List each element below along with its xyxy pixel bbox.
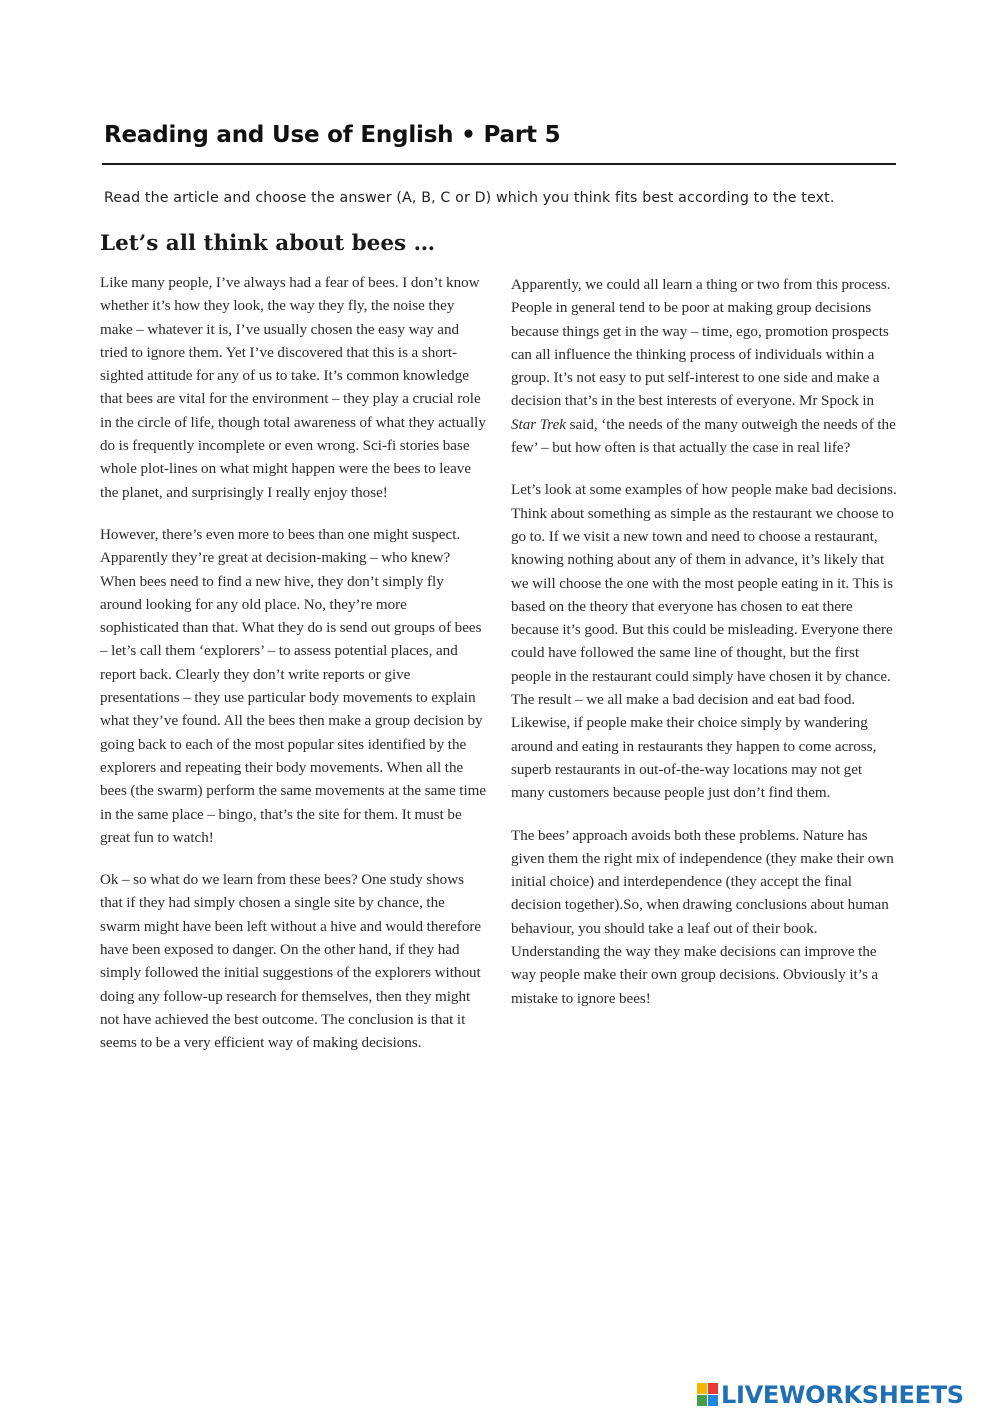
section-divider <box>102 163 896 165</box>
watermark-text: LIVEWORKSHEETS <box>721 1381 964 1409</box>
paragraph-1: Like many people, I’ve always had a fear of bees. I don’t know whether it’s how they look, the way they fly, the noise they make – whatever it is, I’ve usually chosen the easy way and tried to ignore them. Yet I’ve discovered that this is a short-sighted attitude for any of us to take. It’s common knowledge that bees are vital for the environment – they play a crucial role in the circle of life, though total awareness of what they actually do is frequently incomplete or even wrong. Sci-fi stories base whole plot-lines on what might happen were the bees to leave the planet, and surprisingly I really enjoy those! <box>100 275 486 501</box>
paragraph-4-text-end: said, ‘the needs of the many outweigh the needs of the few’ – but how often is that actually the case in real life? <box>511 416 896 457</box>
instructions: Read the article and choose the answer (A, B, C or D) which you think fits best according to the text. <box>104 190 835 206</box>
section-title: Reading and Use of English • Part 5 <box>104 122 561 148</box>
article-left-column <box>100 272 488 1075</box>
paragraph-6: The bees’ approach avoids both these problems. Nature has given them the right mix of independence (they make their own initial choice) and interdependence (they accept the final decision together).So, when drawing conclusions about human behaviour, you should take a leaf out of their book. Understanding the way they make decisions can improve the way people make their own group decisions. Obviously it’s a mistake to ignore bees! <box>511 827 894 1007</box>
article-right-column <box>511 274 899 1030</box>
liveworksheets-logo-icon <box>697 1383 719 1407</box>
article-title: Let’s all think about bees … <box>100 231 436 256</box>
star-trek-title: Star Trek <box>511 416 567 433</box>
liveworksheets-watermark <box>697 1380 964 1410</box>
paragraph-3: Ok – so what do we learn from these bees? One study shows that if they had simply chosen a single site by chance, the swarm might have been left without a hive and would therefore have been exposed to danger. On the other hand, if they had simply followed the initial suggestions of the explorers without doing any follow-up research for themselves, then they might not have achieved the best outcome. The conclusion is that it seems to be a very efficient way of making decisions. <box>100 872 482 1052</box>
paragraph-4-text-start: Apparently, we could all learn a thing or two from this process. People in general tend to be poor at making group decisions because things get in the way – time, ego, promotion prospects can all influence the thinking process of individuals within a group. It’s not easy to put self-interest to one side and make a decision that’s in the best interests of everyone. Mr Spock in <box>511 277 891 410</box>
paragraph-4 <box>511 274 899 460</box>
paragraph-5: Let’s look at some examples of how people make bad decisions. Think about something as simple as the restaurant we choose to go to. If we visit a new town and need to choose a restaurant, knowing nothing about any of them in advance, it’s likely that we will choose the one with the most people eating in it. This is based on the theory that everyone has chosen to eat there because it’s good. But this could be misleading. Everyone there could have followed the same line of thought, but the first people in the restaurant could simply have chosen it by chance. The result – we all make a bad decision and eat bad food. Likewise, if people make their choice simply by wandering around and eating in restaurants they happen to come across, superb restaurants in out-of-the-way locations may not get many customers because people just don’t find them. <box>511 482 897 802</box>
paragraph-2: However, there’s even more to bees than one might suspect. Apparently they’re great at decision-making – who knew? When bees need to find a new hive, they don’t simply fly around looking for any old place. No, they’re more sophisticated than that. What they do is send out groups of bees – let’s call them ‘explorers’ – to assess potential places, and report back. Clearly they don’t write reports or give presentations – they use particular body movements to explain what they’ve found. All the bees then make a group decision by going back to each of the most popular sites identified by the explorers and repeating their body movements. When all the bees (the swarm) perform the same movements at the same time in the same place – bingo, that’s the site for them. It must be great fun to watch! <box>100 526 487 846</box>
